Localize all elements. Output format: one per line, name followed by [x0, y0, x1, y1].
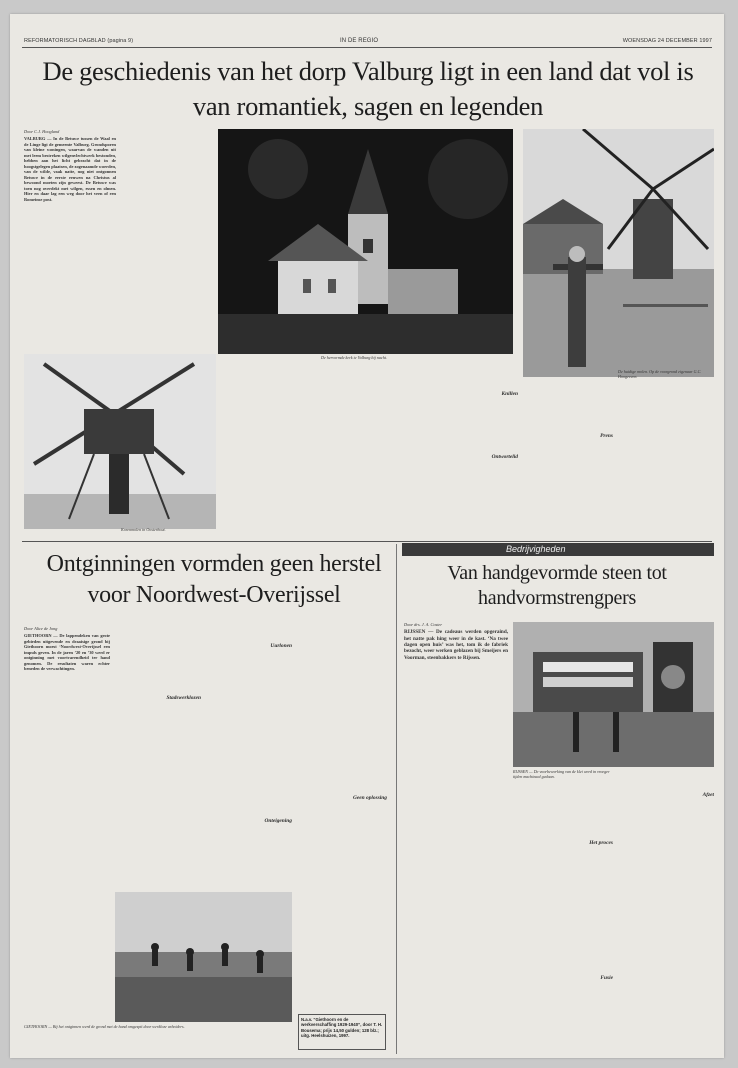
- subhead-stadswerklozen: Stadswerklozen: [166, 695, 201, 701]
- windmill-right-caption: De huidige molen. Op de voorgrond eigenaar G.C. Hoogeveen.: [618, 369, 702, 380]
- top-article-column-2: [121, 129, 213, 259]
- subhead-het-proces: Het proces: [589, 840, 613, 846]
- windmill-photo-left: [24, 354, 216, 529]
- subhead-fusie: Fusie: [600, 975, 613, 982]
- subhead-uurlonen: Uurlonen: [270, 643, 292, 649]
- brickwork-caption: RIJSSEN — De voorbewerking van de klei werd in vroeger tijden machinaal gedaan.: [513, 769, 610, 780]
- section-band: Bedrijvigheden: [402, 543, 714, 556]
- bottom-right-column-2: [513, 801, 613, 1051]
- subhead-onteigening: Onteigening: [264, 818, 292, 825]
- land-reclamation-photo: [115, 892, 292, 1022]
- land-reclamation-caption: GIETHOORN — Bij het ontginnen werd de grond met de hand omgespit door werkloze arbeiders.: [24, 1024, 185, 1029]
- top-article-column-7: [618, 394, 714, 514]
- bottom-left-column-4: [297, 626, 387, 1046]
- top-lead: VALBURG — In de Betuwe tussen de Waal en de Linge ligt de gemeente Valburg. Grondsporen van kleine woningen, waarvan de wanden uit met leem bestreken wilgenvlechtwerk bestonden, hebben aan het licht gebracht dat in de hoogstgelegen plaatsen, de zogenaamde woerden, van de wilde, vaak natte, nog niet ontgonnen Betuwe in de eerste eeuwen na Christus al bewoond moeten zijn geweest. De Betuwe was toen nog overdekt met wilgen, essen en olmen. Hier en daar lag een weg door het veen of een Romeinse post.: [24, 136, 116, 202]
- book-info-box: N.a.v. “Giethoorn en de werkverschaffing 1929-1940”, door T. H. Bousema; prijs 14,50 gulden; 128 blz.; uitg. Heelshuizen, 1997.: [298, 1014, 386, 1050]
- top-article-column-5: [422, 366, 518, 526]
- top-article-column-1: [24, 129, 116, 391]
- bottom-left-column-1: [24, 626, 110, 1046]
- top-headline: De geschiedenis van het dorp Valburg ligt in een land dat vol is van romantiek, sagen en legenden: [42, 56, 694, 121]
- church-photo: [218, 129, 513, 354]
- subhead-prens: Prens: [600, 433, 613, 439]
- bottom-left-lead: GIETHOORN — De lappendeken van grote gebieden uitgevende en draaisige grond bij Giethoorn moest ‘Noordwest-Overijssel een impuls geven. In de jaren ’20 en ’30 werd er ontginning met voortvarendheid ter hand genomen. De resultaten waren echter beneden de verwachtingen.: [24, 633, 110, 672]
- subhead-ontwortelid: Ontwortelid: [491, 454, 518, 461]
- section-divider: [22, 541, 712, 542]
- bottom-right-lead: RIJSSEN — De cadeaus werden opgeraind, het natte pak hing weer in de kast. ‘Na twee dagen open huis’ was het, tom ik de fabriek bezocht, weer werken geblazen bij Smeijers en Voorman, steenbakkers te Rijssen.: [404, 629, 508, 661]
- bottom-left-column-3: [206, 626, 292, 884]
- header-rule: [22, 47, 712, 48]
- windmill-photo-right: [523, 129, 714, 380]
- bottom-right-column-3: [618, 771, 714, 1051]
- bottom-left-byline: Door Alice de Jong: [24, 626, 58, 631]
- church-caption: De hervormde kerk te Valburg bij nacht.: [321, 355, 387, 360]
- bottom-right-column-1: [404, 622, 508, 1047]
- top-article-column-4: [321, 366, 418, 526]
- brickwork-photo: [513, 622, 714, 767]
- bottom-right-headline: Van handgevormde steen tot handvormstrengpers: [447, 562, 667, 609]
- newspaper-page: [10, 14, 724, 1058]
- top-article-column-6: [523, 386, 613, 514]
- bottom-left-headline: Ontginningen vormden geen herstel voor Noordwest-Overijssel: [46, 551, 382, 608]
- windmill-left-caption: Korenmolen in Oosterhout.: [121, 527, 166, 532]
- bottom-left-column-2: [115, 626, 201, 884]
- top-byline: Door C.J. Hoogland: [24, 129, 60, 134]
- subhead-afzet: Afzet: [702, 792, 714, 798]
- subhead-knillen: Knillen: [501, 391, 518, 397]
- subhead-geen-oplossing: Geen oplossing: [353, 795, 387, 801]
- bottom-right-byline: Door drs. J. A. Coster: [404, 622, 442, 627]
- header-paper-name: REFORMATORISCH DAGBLAD (pagina 9): [24, 38, 134, 44]
- header-section: IN DE REGIO: [340, 38, 379, 44]
- bottom-column-divider: [396, 544, 397, 1054]
- header-date: WOENSDAG 24 DECEMBER 1997: [622, 38, 712, 44]
